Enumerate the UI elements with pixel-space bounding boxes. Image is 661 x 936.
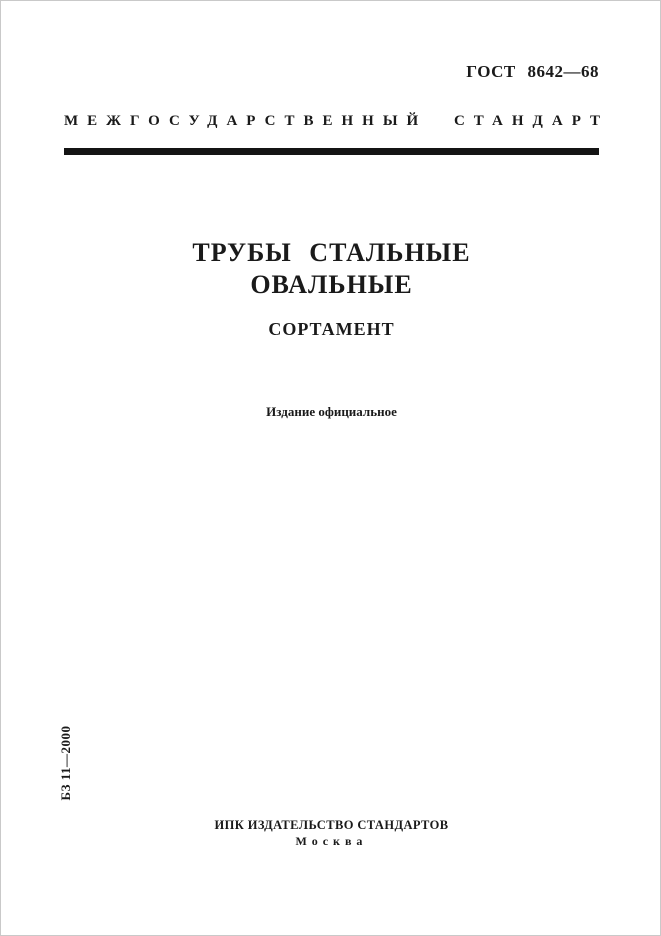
- publisher-name: ИПК ИЗДАТЕЛЬСТВО СТАНДАРТОВ: [214, 818, 449, 832]
- document-title-line1: ТРУБЫ СТАЛЬНЫЕ: [192, 238, 471, 267]
- document-title: [1, 237, 661, 301]
- standard-number: ГОСТ 8642—68: [466, 62, 599, 81]
- publisher-city: Москва: [295, 834, 368, 848]
- category-header: МЕЖГОСУДАРСТВЕННЫЙ СТАНДАРТ: [64, 113, 610, 129]
- edition-note: Издание официальное: [266, 404, 397, 419]
- side-registration-code: БЗ 11—2000: [58, 725, 73, 801]
- document-subtitle: СОРТАМЕНТ: [268, 319, 395, 339]
- header-rule: [64, 148, 599, 155]
- document-title-line2: ОВАЛЬНЫЕ: [250, 270, 413, 299]
